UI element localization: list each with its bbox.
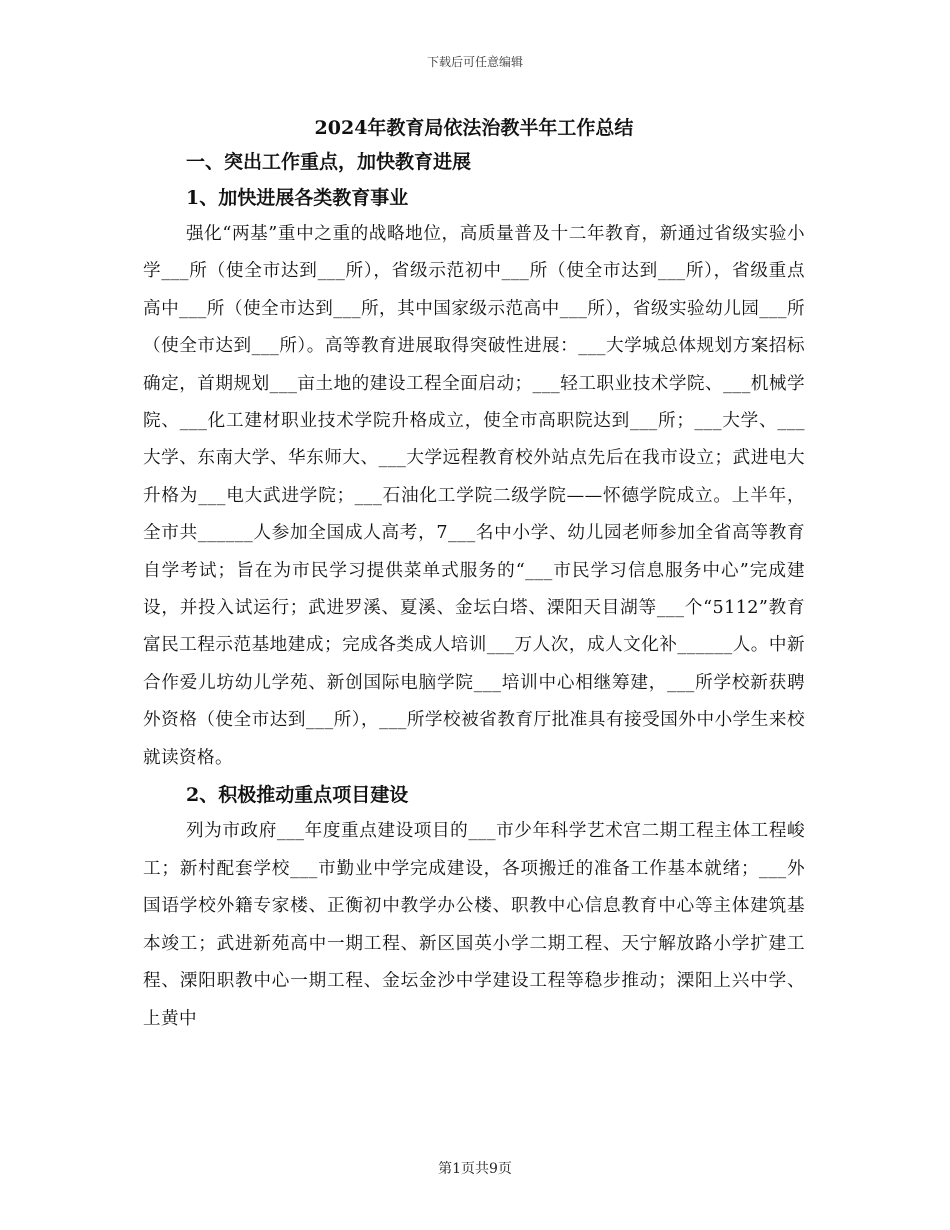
paragraph-2: 列为市政府___年度重点建设项目的___市少年科学艺术宫二期工程主体工程峻工；新村配套学校___市勤业中学完成建设，各项搬迁的准备工作基本就绪；___外国语学校外籍专家楼、正衡初中教学办公楼、职教中心信息教育中心等主体建筑基本竣工；武进新苑高中一期工程、新区国英小学二期工程、天宁解放路小学扩建工程、溧阳职教中心一期工程、金坛金沙中学建设工程等稳步推动；溧阳上兴中学、上黄中 <box>143 821 805 1030</box>
document-title: 2024年教育局依法治教半年工作总结 <box>314 117 634 139</box>
paragraph-1: 强化“两基”重中之重的战略地位，高质量普及十二年教育，新通过省级实验小学___所（使全市达到___所），省级示范初中___所（使全市达到___所），省级重点高中___所（使全市达到___所，其中国家级示范高中___所），省级实验幼儿园___所（使全市达到___所）。高等教育进展取得突破性进展：___大学城总体规划方案招标确定，首期规划___亩土地的建设工程全面启动；___轻工职业技术学院、___机械学院、___化工建材职业技术学院升格成立，使全市高职院达到___所；___大学、___大学、东南大学、华东师大、___大学远程教育校外站点先后在我市设立；武进电大升格为___电大武进学院；___石油化工学院二级学院——怀德学院成立。上半年，全市共______人参加全国成人高考，7___名中小学、幼儿园老师参加全省高等教育自学考试；旨在为市民学习提供菜单式服务的“___市民学习信息服务中心”完成建设，并投入试运行；武进罗溪、夏溪、金坛白塔、溧阳天目湖等___个“5112”教育富民工程示范基地建成；完成各类成人培训___万人次，成人文化补______人。中新合作爱儿坊幼儿学苑、新创国际电脑学院___培训中心相继筹建，___所学校新获聘外资格（使全市达到___所），___所学校被省教育厅批准具有接受国外中小学生来校就读资格。 <box>143 224 805 768</box>
document-body <box>143 112 805 1039</box>
subsection-heading-2: 2、积极推动重点项目建设 <box>186 784 409 807</box>
page-header-note: 下载后可任意编辑 <box>426 55 523 69</box>
subsection-heading-1: 1、加快进展各类教育事业 <box>186 187 409 209</box>
page-number: 第1页共9页 <box>438 1161 512 1177</box>
section-heading-1: 一、突出工作重点，加快教育进展 <box>186 151 472 173</box>
